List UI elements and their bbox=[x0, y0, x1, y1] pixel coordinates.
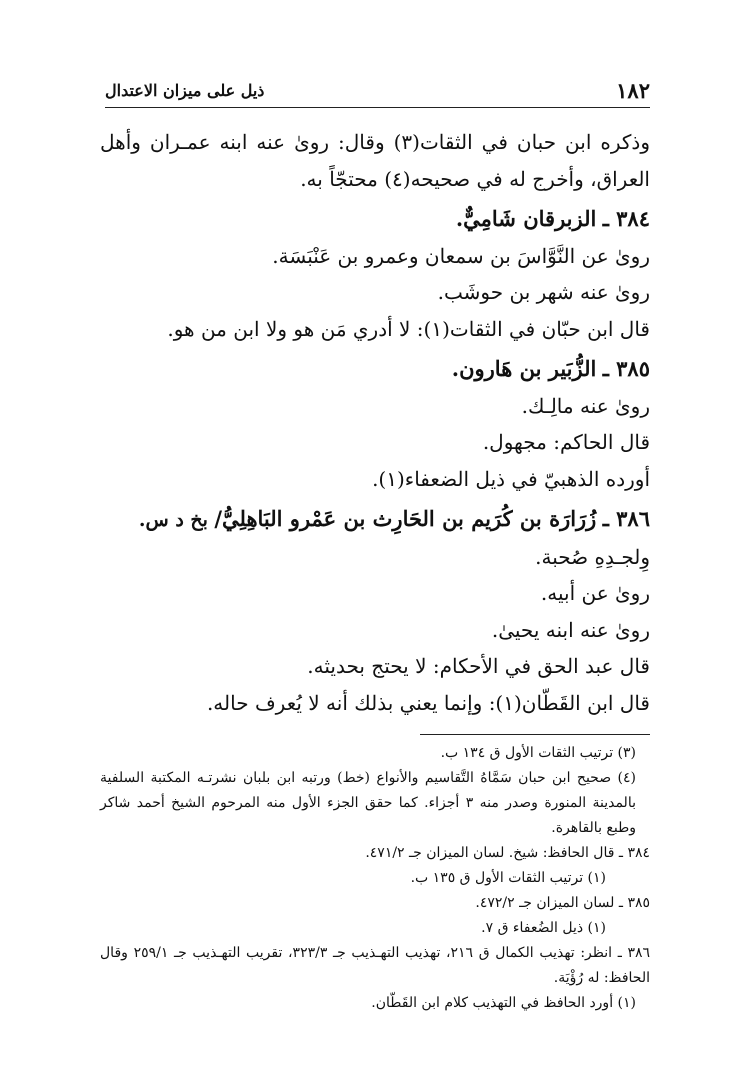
page-header bbox=[105, 76, 650, 104]
main-text bbox=[100, 124, 650, 721]
footnote: ٣٨٤ ـ قال الحافظ: شيخ. لسان الميزان جـ ٤٧١/٢. bbox=[365, 845, 650, 861]
entry-name: الزبرقان شَامِيٌّ. bbox=[455, 206, 597, 231]
entry-line: روىٰ عنه مالِـك. bbox=[521, 393, 650, 418]
footnote: (٣) ترتيب الثقات الأول ق ١٣٤ ب. bbox=[440, 745, 636, 761]
footnotes bbox=[100, 741, 650, 1016]
entry-heading-384 bbox=[100, 201, 650, 238]
page-number: ١٨٢ bbox=[616, 77, 650, 103]
entry-name: الزُّبَير بن هَارون. bbox=[451, 356, 597, 381]
entry-line: قال الحاكم: مجهول. bbox=[482, 430, 650, 454]
paragraph-intro: وذكره ابن حبان في الثقات(٣) وقال: روىٰ عنه ابنه عمـران وأهل العراق، وأخرج له في صحيحه(٤) محتجّاً به. bbox=[100, 130, 650, 191]
entry-line: قال ابن حبّان في الثقات(١): لا أدري مَن هو ولا ابن من هو. bbox=[167, 316, 650, 341]
entry-heading-385 bbox=[100, 351, 650, 388]
header-rule bbox=[105, 107, 650, 108]
entry-name: زُرَارَة بن كُرَيم بن الحَارِث بن عَمْرو البَاهِلِيُّ/ bbox=[214, 506, 597, 531]
footnote: ٣٨٦ ـ انظر: تهذيب الكمال ق ٢١٦، تهذيب التهـذيب جـ ٣٢٣/٣، تقريب التهـذيب جـ ٢٥٩/١ وقال الحافظ: له رُؤْيَة. bbox=[100, 945, 651, 986]
entry-line: قال عبد الحق في الأحكام: لا يحتج بحديثه. bbox=[307, 654, 650, 678]
entry-number: ٣٨٥ ـ bbox=[602, 356, 650, 381]
entry-line: روىٰ عن أبيه. bbox=[540, 581, 650, 605]
footnote: ٣٨٥ ـ لسان الميزان جـ ٤٧٢/٢. bbox=[475, 895, 650, 911]
footnote: (١) ترتيب الثقات الأول ق ١٣٥ ب. bbox=[410, 870, 606, 886]
footnote: (١) أورد الحافظ في التهذيب كلام ابن القَطّان. bbox=[371, 995, 636, 1011]
footnote-separator bbox=[420, 734, 650, 735]
entry-line: أورده الذهبيّ في ذيل الضعفاء(١). bbox=[372, 466, 650, 491]
entry-line: روىٰ عن النَّوَّاسَ بن سمعان وعمرو بن عَنْبَسَة. bbox=[272, 243, 650, 268]
footnote: (١) ذيل الضُعفاء ق ٧. bbox=[481, 920, 606, 936]
entry-line: قال ابن القَطّان(١): وإنما يعني بذلك أنه لا يُعرف حاله. bbox=[206, 690, 650, 715]
entry-line: روىٰ عنه ابنه يحيىٰ. bbox=[491, 617, 650, 642]
footnote: (٤) صحيح ابن حبان سَمَّاهُ التَّقاسيم والأنواع (خط) ورتبه ابن بلبان نشرتـه المكتبة السلفية بالمدينة المنورة وصدر منه ٣ أجزاء. كما حقق الجزء الأول منه المرحوم الشيخ أحمد شاكر وطبع بالقاهرة. bbox=[100, 770, 636, 836]
entry-line: وِلجـدِهِ صُحبة. bbox=[535, 544, 650, 569]
entry-heading-386 bbox=[100, 501, 650, 539]
entry-number: ٣٨٤ ـ bbox=[602, 206, 650, 231]
running-title: ذيل على ميزان الاعتدال bbox=[105, 80, 265, 100]
entry-number: ٣٨٦ ـ bbox=[602, 506, 650, 531]
entry-line: روىٰ عنه شهر بن حوشَب. bbox=[437, 280, 650, 304]
entry-codes: بخ د س. bbox=[138, 509, 208, 531]
